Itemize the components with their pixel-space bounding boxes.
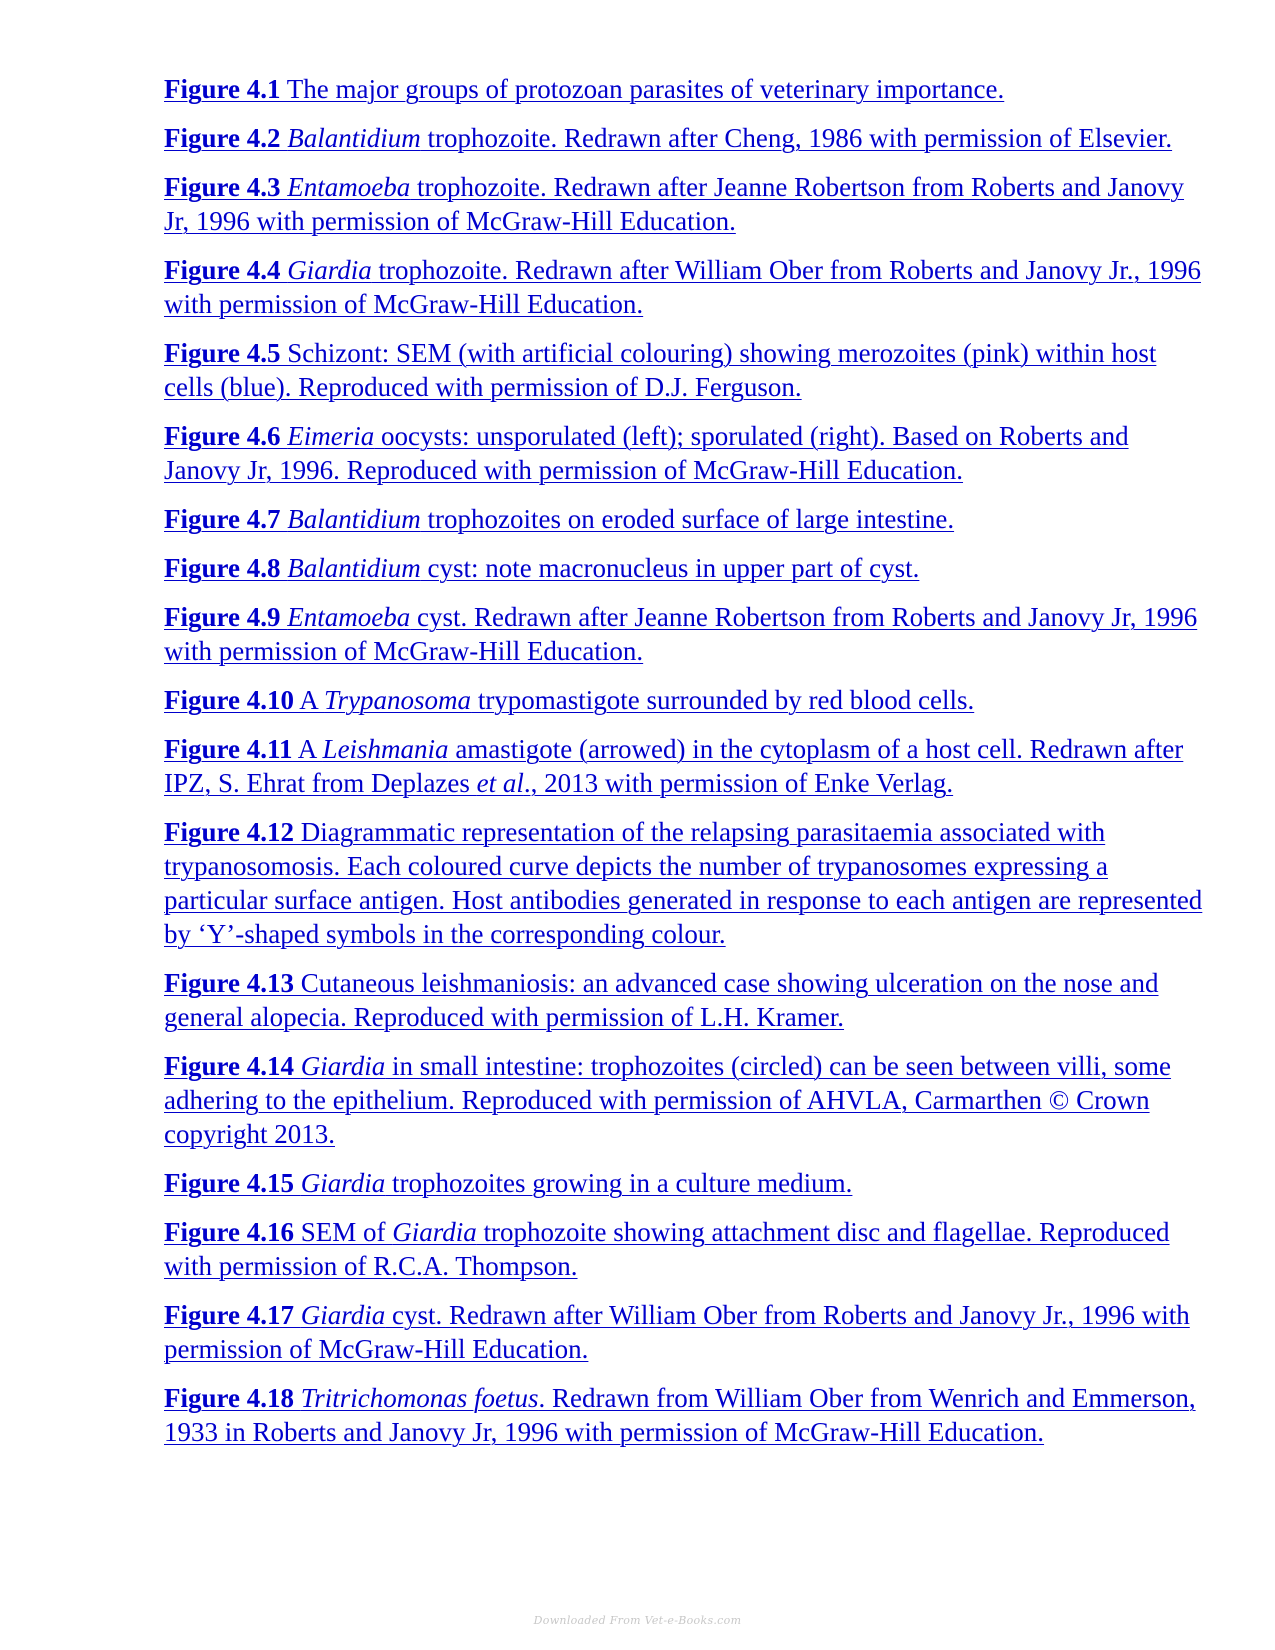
figure-caption-text: oocysts: unsporulated (left); sporulated (right). Based on Roberts and Janovy Jr, 1996. Reproduced with permission of McGraw-Hill Education. [164,421,1129,485]
figure-caption-item [164,419,1204,487]
figure-link-4-18[interactable] [164,1383,1196,1447]
figure-link-4-7[interactable] [164,504,954,534]
figure-caption-text: trophozoite. Redrawn after Cheng, 1986 with permission of Elsevier. [420,123,1173,153]
figure-caption-item [164,551,1204,585]
figure-number: Figure 4.8 [164,553,281,583]
figure-caption-item [164,1298,1204,1366]
figure-caption-text [294,1383,301,1413]
figure-caption-italic: Leishmania [322,734,449,764]
figure-number: Figure 4.16 [164,1217,294,1247]
figure-caption-italic: Eimeria [287,421,375,451]
watermark-text: Downloaded From Vet-e-Books.com [533,1614,742,1627]
figure-link-4-4[interactable] [164,255,1201,319]
figure-link-4-3[interactable] [164,172,1184,236]
figure-link-4-12[interactable] [164,817,1202,949]
figure-caption-text: trophozoite showing attachment disc and flagellae. Reproduced with permission of R.C.A. Thompson. [164,1217,1170,1281]
figure-caption-text: The major groups of protozoan parasites of veterinary importance. [280,74,1005,104]
figure-link-4-9[interactable] [164,602,1197,666]
figure-link-4-10[interactable] [164,685,974,715]
figure-link-4-13[interactable] [164,968,1159,1032]
figure-number: Figure 4.3 [164,172,281,202]
figure-number: Figure 4.4 [164,255,281,285]
figure-caption-text: trophozoites growing in a culture medium. [385,1168,853,1198]
figure-number: Figure 4.12 [164,817,294,847]
figure-caption-text: Schizont: SEM (with artificial colouring) showing merozoites (pink) within host cells (blue). Reproduced with permission of D.J. Ferguson. [164,338,1157,402]
figure-number: Figure 4.5 [164,338,281,368]
figure-caption-text: cyst. Redrawn after Jeanne Robertson from Roberts and Janovy Jr, 1996 with permission of McGraw-Hill Education. [164,602,1198,666]
figure-caption-italic: Giardia [300,1300,386,1330]
figure-caption-item [164,600,1204,668]
figure-link-4-16[interactable] [164,1217,1170,1281]
figure-caption-italic: Balantidium [287,123,421,153]
figure-caption-item [164,1049,1204,1151]
figure-caption-italic: Giardia [300,1168,386,1198]
figure-link-4-15[interactable] [164,1168,852,1198]
figure-caption-item [164,815,1204,951]
figure-link-4-14[interactable] [164,1051,1171,1149]
figure-caption-italic: Giardia [300,1051,386,1081]
figure-caption-text: ., 2013 with permission of Enke Verlag. [523,768,954,798]
figure-number: Figure 4.9 [164,602,281,632]
figure-caption-item [164,1166,1204,1200]
figure-caption-item [164,966,1204,1034]
figure-number: Figure 4.13 [164,968,294,998]
figure-link-4-1[interactable] [164,74,1004,104]
figure-caption-item [164,72,1204,106]
figure-caption-italic: Entamoeba [287,172,411,202]
figure-caption-italic: Balantidium [287,553,421,583]
figure-caption-italic: Giardia [392,1217,477,1247]
figure-number: Figure 4.10 [164,685,294,715]
figure-link-4-11[interactable] [164,734,1183,798]
figure-caption-text: trophozoites on eroded surface of large intestine. [420,504,955,534]
figure-number: Figure 4.15 [164,1168,294,1198]
figure-caption-text: . Redrawn from William Ober from Wenrich and Emmerson, 1933 in Roberts and Janovy Jr, 1996 with permission of McGraw-Hill Education. [164,1383,1196,1447]
figure-caption-list [164,72,1204,1464]
figure-caption-text: trophozoite. Redrawn after William Ober from Roberts and Janovy Jr., 1996 with permission of McGraw-Hill Education. [164,255,1201,319]
figure-caption-italic: Entamoeba [287,602,411,632]
figure-caption-text: trophozoite. Redrawn after Jeanne Robertson from Roberts and Janovy Jr, 1996 with permission of McGraw-Hill Education. [164,172,1185,236]
figure-caption-item [164,732,1204,800]
figure-number: Figure 4.14 [164,1051,294,1081]
figure-caption-item [164,170,1204,238]
figure-link-4-8[interactable] [164,553,919,583]
figure-link-4-6[interactable] [164,421,1129,485]
figure-caption-italic: Tritrichomonas foetus [300,1383,539,1413]
figure-caption-text: A [294,685,325,715]
figure-caption-item [164,1381,1204,1449]
figure-link-4-2[interactable] [164,123,1172,153]
figure-caption-item [164,1215,1204,1283]
figure-number: Figure 4.18 [164,1383,294,1413]
figure-caption-text: A [292,734,323,764]
figure-caption-text: Cutaneous leishmaniosis: an advanced case showing ulceration on the nose and general alopecia. Reproduced with permission of L.H. Kramer. [164,968,1159,1032]
figure-number: Figure 4.1 [164,74,281,104]
figure-caption-item [164,502,1204,536]
figure-number: Figure 4.7 [164,504,281,534]
figure-caption-text: cyst: note macronucleus in upper part of cyst. [420,553,920,583]
figure-caption-text [294,1168,301,1198]
figure-link-4-5[interactable] [164,338,1156,402]
figure-caption-text: cyst. Redrawn after William Ober from Roberts and Janovy Jr., 1996 with permission of McGraw-Hill Education. [164,1300,1190,1364]
figure-caption-italic: Giardia [287,255,372,285]
figure-caption-item [164,253,1204,321]
figure-link-4-17[interactable] [164,1300,1190,1364]
figure-caption-item [164,336,1204,404]
figure-caption-item [164,121,1204,155]
figure-caption-text: Diagrammatic representation of the relapsing parasitaemia associated with trypanosomosis. Each coloured curve depicts the number of trypanosomes expressing a particular surface antigen. Host antibodies generated in response to each antigen are represented by ‘Y’-shaped symbols in the corresponding colour. [164,817,1203,949]
figure-number: Figure 4.11 [164,734,293,764]
figure-caption-italic: Balantidium [287,504,421,534]
figure-number: Figure 4.6 [164,421,281,451]
figure-number: Figure 4.17 [164,1300,294,1330]
figure-caption-text [294,1051,301,1081]
figure-caption-item [164,683,1204,717]
figure-number: Figure 4.2 [164,123,281,153]
figure-caption-text: trypomastigote surrounded by red blood cells. [471,685,975,715]
figure-caption-text: SEM of [294,1217,393,1247]
figure-caption-italic: et al [476,768,524,798]
figure-caption-text [294,1300,301,1330]
figure-caption-italic: Trypanosoma [324,685,472,715]
figure-caption-text: in small intestine: trophozoites (circled) can be seen between villi, some adhering to the epithelium. Reproduced with permission of AHVLA, Carmarthen © Crown copyright 2013. [164,1051,1172,1149]
figure-caption-text: amastigote (arrowed) in the cytoplasm of a host cell. Redrawn after IPZ, S. Ehrat from Deplazes [164,734,1184,798]
